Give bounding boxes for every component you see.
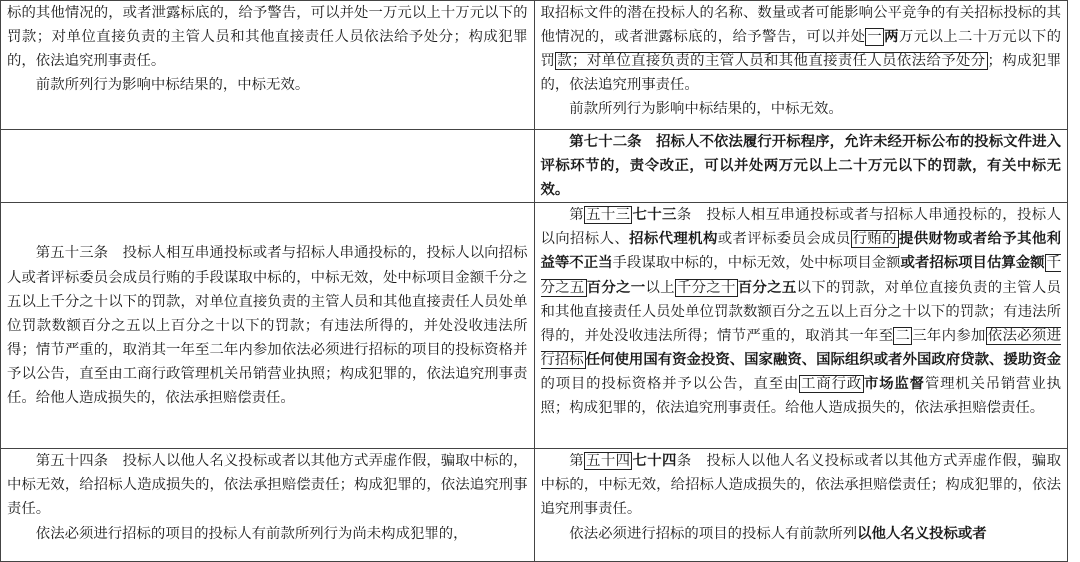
old-article-54: 第五十四条 投标人以他人名义投标或者以其他方式弄虚作假，骗取中标的，中标无效，给招标人造成损失的，依法承担赔偿责任；构成犯罪的，依法追究刑事责任。 bbox=[7, 453, 528, 518]
old-text-cell bbox=[1, 449, 535, 562]
deleted-text: 工商行政 bbox=[801, 375, 862, 392]
inserted-text: 招标代理机构 bbox=[629, 230, 718, 248]
old-paragraph: 依法必须进行招标的项目的投标人有前款所列行为尚未构成犯罪的， bbox=[35, 525, 468, 542]
new-paragraph: 取招标文件的潜在投标人的名称、数量或者可能影响公平竞争的有关招标投标的其他情况的，或者泄露标底的，给予警告，可以并处 一 两万元以上二十万元以下的罚 款；对单位直接负责的主管人员和其他直接责任人员依法给予处分 ；构成犯罪的，依法追究刑事责任。 bbox=[540, 5, 1061, 94]
table-row bbox=[1, 1, 1068, 130]
new-text-cell bbox=[534, 449, 1068, 562]
table-row bbox=[1, 203, 1068, 449]
deleted-text: 五十四 bbox=[586, 453, 631, 470]
deleted-text: 千分之十 bbox=[676, 279, 736, 296]
new-text-cell bbox=[534, 1, 1068, 130]
new-article-73: 第 五十三 七十三条 投标人相互串通投标或者与招标人串通投标的，投标人以向招标人、招标代理机构或者评标委员会成员 行贿的 提供财物或者给予其他利益等不正当手段谋取中标的，中标无效，处中标项目金额或者招标项目估算金额 千分之五 百分之一以上 千分之十 百分之五以下的罚款，对单位直接负责的主管人员和其他直接责任人员处单位罚款数额百分之五以上百分之十以下的罚款；有违法所得的，并处没收违法所得；情节严重的，取消其一年至 二 三年内参加 依法必须进行招标 任何使用国有资金投资、国家融资、国际组织或者外国政府贷款、援助资金的项目的投标资格并予以公告，直至由 工商行政 市场监督管理机关吊销营业执照；构成犯罪的，依法追究刑事责任。给他人造成损失的，依法承担赔偿责任。 bbox=[540, 206, 1061, 417]
old-paragraph: 标的其他情况的，或者泄露标底的，给予警告，可以并处一万元以上十万元以下的罚款；对单位直接负责的主管人员和其他直接责任人员依法给予处分；构成犯罪的，依法追究刑事责任。 bbox=[7, 5, 528, 70]
new-paragraph: 依法必须进行招标的项目的投标人有前款所列以他人名义投标或者 bbox=[569, 524, 987, 542]
new-article-74: 第 五十四 七十四条 投标人以他人名义投标或者以其他方式弄虚作假，骗取中标的，中标无效，给招标人造成损失的，依法承担赔偿责任；构成犯罪的，依法追究刑事责任。 bbox=[540, 452, 1061, 518]
old-text-cell bbox=[1, 1, 535, 130]
inserted-text: 七十三 bbox=[632, 206, 677, 224]
deleted-text: 二 bbox=[895, 327, 911, 344]
deleted-text: 依法必须进行招标 bbox=[540, 327, 1061, 368]
deleted-text: 行贿的 bbox=[852, 231, 897, 248]
deleted-text: 一 bbox=[867, 29, 883, 46]
inserted-text: 市场监督 bbox=[864, 374, 925, 392]
table-row bbox=[1, 449, 1068, 562]
old-text-cell bbox=[1, 130, 535, 203]
deleted-text: 款；对单位直接负责的主管人员和其他直接责任人员依法给予处分 bbox=[557, 53, 986, 70]
inserted-text: 两 bbox=[884, 28, 899, 46]
old-paragraph: 前款所列行为影响中标结果的，中标无效。 bbox=[35, 77, 310, 94]
new-article-72: 第七十二条 招标人不依法履行开标程序，允许未经开标公布的投标文件进入评标环节的，责令改正，可以并处两万元以上二十万元以下的罚款，有关中标无效。 bbox=[540, 133, 1061, 199]
deleted-text: 五十三 bbox=[586, 207, 631, 224]
inserted-text: 百分之五 bbox=[737, 278, 797, 296]
deleted-text: 千分之五 bbox=[540, 255, 1061, 296]
inserted-text: 提供财物或者给予其他利益等不正当 bbox=[540, 230, 1061, 272]
inserted-text: 或者招标项目估算金额 bbox=[900, 254, 1045, 272]
inserted-text: 以他人名义投标或者 bbox=[857, 524, 987, 542]
inserted-text: 任何使用国有资金投资、国家融资、国际组织或者外国政府贷款、援助资金 bbox=[585, 350, 1061, 368]
new-paragraph: 前款所列行为影响中标结果的，中标无效。 bbox=[569, 101, 843, 118]
table-row bbox=[1, 130, 1068, 203]
old-text-cell bbox=[1, 203, 535, 449]
old-article-53: 第五十三条 投标人相互串通投标或者与招标人串通投标的，投标人以向招标人或者评标委员会成员行贿的手段谋取中标的，中标无效，处中标项目金额千分之五以上千分之十以下的罚款，对单位直接负责的主管人员和其他直接责任人员处单位罚款数额百分之五以上百分之十以下的罚款；有违法所得的，并处没收违法所得；情节严重的，取消其一年至二年内参加依法必须进行招标的项目的投标资格并予以公告，直至由工商行政管理机关吊销营业执照；构成犯罪的，依法追究刑事责任。给他人造成损失的，依法承担赔偿责任。 bbox=[7, 245, 528, 407]
new-text-cell bbox=[534, 130, 1068, 203]
inserted-text: 百分之一 bbox=[586, 278, 646, 296]
new-text-cell bbox=[534, 203, 1068, 449]
inserted-text: 七十四 bbox=[632, 452, 677, 470]
